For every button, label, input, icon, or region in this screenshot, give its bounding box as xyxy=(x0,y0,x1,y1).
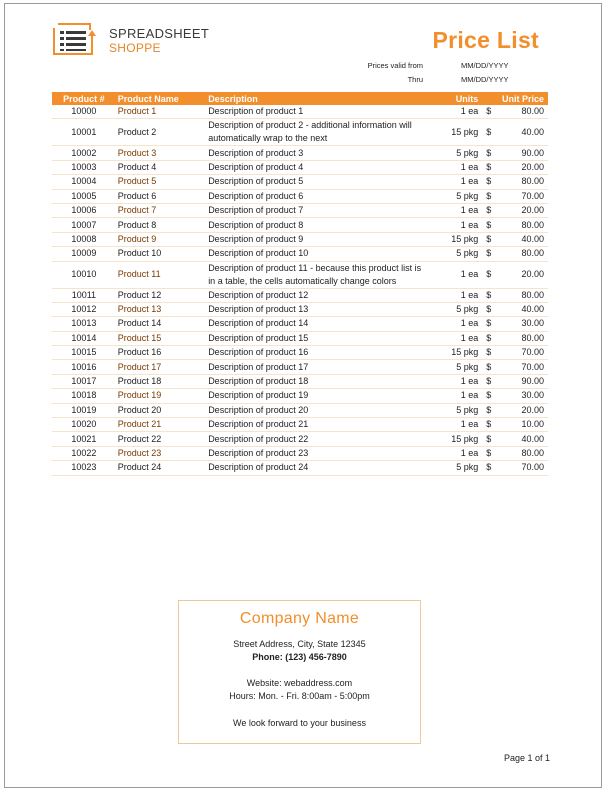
table-header-row xyxy=(52,92,548,105)
table-row xyxy=(52,461,548,475)
table-row xyxy=(52,175,548,189)
cell-unit-price[interactable]: 80.00 xyxy=(502,288,548,302)
cell-description[interactable]: Description of product 11 - because this product list is in a table, the cells automatically change colors xyxy=(206,261,424,288)
cell-product-number[interactable]: 10002 xyxy=(52,146,116,160)
cell-description[interactable]: Description of product 10 xyxy=(206,247,424,261)
cell-product-name[interactable]: Product 20 xyxy=(116,403,206,417)
cell-units[interactable]: 15 pkg xyxy=(425,119,485,146)
cell-unit-price[interactable]: 80.00 xyxy=(502,218,548,232)
cell-product-number[interactable]: 10009 xyxy=(52,247,116,261)
cell-product-number[interactable]: 10019 xyxy=(52,403,116,417)
cell-currency[interactable]: $ xyxy=(484,389,502,403)
cell-unit-price[interactable]: 90.00 xyxy=(502,374,548,388)
company-website: Website: webaddress.com xyxy=(246,678,353,688)
cell-description[interactable]: Description of product 7 xyxy=(206,203,424,217)
cell-units[interactable]: 5 pkg xyxy=(425,461,485,475)
cell-unit-price[interactable]: 80.00 xyxy=(502,331,548,345)
cell-units[interactable]: 5 pkg xyxy=(425,302,485,316)
cell-description[interactable]: Description of product 22 xyxy=(206,432,424,446)
cell-description[interactable]: Description of product 9 xyxy=(206,232,424,246)
cell-units[interactable]: 1 ea xyxy=(425,105,485,119)
cell-product-name[interactable]: Product 17 xyxy=(116,360,206,374)
cell-currency[interactable]: $ xyxy=(484,247,502,261)
table-row xyxy=(52,403,548,417)
cell-currency[interactable]: $ xyxy=(484,360,502,374)
cell-description[interactable]: Description of product 5 xyxy=(206,175,424,189)
cell-description[interactable]: Description of product 23 xyxy=(206,446,424,460)
valid-thru-label: Thru xyxy=(407,75,423,84)
cell-description[interactable]: Description of product 18 xyxy=(206,374,424,388)
cell-units[interactable]: 1 ea xyxy=(425,160,485,174)
cell-product-number[interactable]: 10018 xyxy=(52,389,116,403)
cell-description[interactable]: Description of product 17 xyxy=(206,360,424,374)
cell-product-name[interactable]: Product 14 xyxy=(116,317,206,331)
cell-description[interactable]: Description of product 12 xyxy=(206,288,424,302)
cell-units[interactable]: 1 ea xyxy=(425,203,485,217)
cell-product-name[interactable]: Product 10 xyxy=(116,247,206,261)
cell-currency[interactable]: $ xyxy=(484,403,502,417)
table-row xyxy=(52,389,548,403)
cell-description[interactable]: Description of product 6 xyxy=(206,189,424,203)
cell-product-name[interactable]: Product 9 xyxy=(116,232,206,246)
cell-product-name[interactable]: Product 16 xyxy=(116,346,206,360)
table-row xyxy=(52,146,548,160)
cell-units[interactable]: 5 pkg xyxy=(425,146,485,160)
cell-description[interactable]: Description of product 13 xyxy=(206,302,424,316)
cell-unit-price[interactable]: 20.00 xyxy=(502,403,548,417)
cell-unit-price[interactable]: 80.00 xyxy=(502,446,548,460)
cell-product-number[interactable]: 10005 xyxy=(52,189,116,203)
cell-unit-price[interactable]: 80.00 xyxy=(502,175,548,189)
cell-description[interactable]: Description of product 8 xyxy=(206,218,424,232)
header-product-name: Product Name xyxy=(116,92,206,105)
header-units: Units xyxy=(425,92,485,105)
logo xyxy=(52,22,212,58)
company-phone: Phone: (123) 456-7890 xyxy=(252,652,347,662)
cell-currency[interactable]: $ xyxy=(484,317,502,331)
cell-product-name[interactable]: Product 19 xyxy=(116,389,206,403)
cell-currency[interactable]: $ xyxy=(484,203,502,217)
cell-product-number[interactable]: 10012 xyxy=(52,302,116,316)
cell-product-number[interactable]: 10000 xyxy=(52,105,116,119)
cell-currency[interactable]: $ xyxy=(484,189,502,203)
cell-unit-price[interactable]: 20.00 xyxy=(502,160,548,174)
cell-description[interactable]: Description of product 24 xyxy=(206,461,424,475)
company-info-box xyxy=(178,600,421,744)
cell-currency[interactable]: $ xyxy=(484,461,502,475)
cell-description[interactable]: Description of product 15 xyxy=(206,331,424,345)
cell-product-name[interactable]: Product 11 xyxy=(116,261,206,288)
cell-description[interactable]: Description of product 4 xyxy=(206,160,424,174)
cell-unit-price[interactable]: 90.00 xyxy=(502,146,548,160)
cell-currency[interactable]: $ xyxy=(484,346,502,360)
table-row xyxy=(52,446,548,460)
cell-unit-price[interactable]: 40.00 xyxy=(502,119,548,146)
cell-unit-price[interactable]: 20.00 xyxy=(502,203,548,217)
cell-product-number[interactable]: 10017 xyxy=(52,374,116,388)
cell-currency[interactable]: $ xyxy=(484,119,502,146)
cell-units[interactable]: 1 ea xyxy=(425,446,485,460)
cell-units[interactable]: 1 ea xyxy=(425,288,485,302)
cell-units[interactable]: 1 ea xyxy=(425,418,485,432)
cell-units[interactable]: 15 pkg xyxy=(425,232,485,246)
table-row xyxy=(52,346,548,360)
cell-product-number[interactable]: 10008 xyxy=(52,232,116,246)
cell-product-name[interactable]: Product 15 xyxy=(116,331,206,345)
table-row xyxy=(52,189,548,203)
header-product-number: Product # xyxy=(52,92,116,105)
cell-description[interactable]: Description of product 14 xyxy=(206,317,424,331)
valid-thru-value[interactable]: MM/DD/YYYY xyxy=(461,75,509,84)
cell-product-name[interactable]: Product 13 xyxy=(116,302,206,316)
page-number: Page 1 of 1 xyxy=(504,753,551,763)
cell-units[interactable]: 1 ea xyxy=(425,389,485,403)
cell-units[interactable]: 1 ea xyxy=(425,261,485,288)
cell-description[interactable]: Description of product 16 xyxy=(206,346,424,360)
cell-product-name[interactable]: Product 4 xyxy=(116,160,206,174)
cell-description[interactable]: Description of product 20 xyxy=(206,403,424,417)
logo-text-line2: SHOPPE xyxy=(109,41,161,55)
cell-product-number[interactable]: 10021 xyxy=(52,432,116,446)
cell-product-name[interactable]: Product 8 xyxy=(116,218,206,232)
company-message: We look forward to your business xyxy=(233,718,366,728)
cell-description[interactable]: Description of product 21 xyxy=(206,418,424,432)
cell-product-number[interactable]: 10014 xyxy=(52,331,116,345)
table-row xyxy=(52,374,548,388)
cell-product-name[interactable]: Product 1 xyxy=(116,105,206,119)
valid-from-value[interactable]: MM/DD/YYYY xyxy=(461,61,509,70)
cell-currency[interactable]: $ xyxy=(484,160,502,174)
cell-product-number[interactable]: 10013 xyxy=(52,317,116,331)
cell-description[interactable]: Description of product 1 xyxy=(206,105,424,119)
cell-currency[interactable]: $ xyxy=(484,374,502,388)
cell-units[interactable]: 1 ea xyxy=(425,175,485,189)
cell-unit-price[interactable]: 40.00 xyxy=(502,302,548,316)
header-description: Description xyxy=(206,92,424,105)
price-table xyxy=(52,92,548,476)
cell-units[interactable]: 1 ea xyxy=(425,374,485,388)
cell-product-name[interactable]: Product 12 xyxy=(116,288,206,302)
table-row xyxy=(52,232,548,246)
cell-product-number[interactable]: 10016 xyxy=(52,360,116,374)
cell-product-name[interactable]: Product 7 xyxy=(116,203,206,217)
cell-unit-price[interactable]: 70.00 xyxy=(502,346,548,360)
table-row xyxy=(52,247,548,261)
table-row xyxy=(52,331,548,345)
page-title: Price List xyxy=(432,27,539,53)
cell-currency[interactable]: $ xyxy=(484,146,502,160)
table-body xyxy=(52,105,548,475)
cell-currency[interactable]: $ xyxy=(484,218,502,232)
cell-unit-price[interactable]: 40.00 xyxy=(502,432,548,446)
table-row xyxy=(52,160,548,174)
table-row xyxy=(52,360,548,374)
cell-currency[interactable]: $ xyxy=(484,302,502,316)
cell-product-name[interactable]: Product 2 xyxy=(116,119,206,146)
cell-units[interactable]: 1 ea xyxy=(425,331,485,345)
cell-product-name[interactable]: Product 23 xyxy=(116,446,206,460)
cell-currency[interactable]: $ xyxy=(484,418,502,432)
cell-product-number[interactable]: 10003 xyxy=(52,160,116,174)
cell-unit-price[interactable]: 70.00 xyxy=(502,461,548,475)
table-row xyxy=(52,432,548,446)
cell-unit-price[interactable]: 10.00 xyxy=(502,418,548,432)
cell-unit-price[interactable]: 20.00 xyxy=(502,261,548,288)
logo-text-line1: SPREADSHEET xyxy=(109,26,210,41)
cell-product-number[interactable]: 10007 xyxy=(52,218,116,232)
cell-currency[interactable]: $ xyxy=(484,432,502,446)
table-row xyxy=(52,261,548,288)
cell-currency[interactable]: $ xyxy=(484,446,502,460)
cell-description[interactable]: Description of product 2 - additional information will automatically wrap to the next xyxy=(206,119,424,146)
table-row xyxy=(52,302,548,316)
cell-product-number[interactable]: 10001 xyxy=(52,119,116,146)
cell-unit-price[interactable]: 80.00 xyxy=(502,105,548,119)
cell-product-name[interactable]: Product 21 xyxy=(116,418,206,432)
table-row xyxy=(52,218,548,232)
table-row xyxy=(52,288,548,302)
company-name: Company Name xyxy=(239,610,360,627)
company-address: Street Address, City, State 12345 xyxy=(233,639,366,649)
cell-currency[interactable]: $ xyxy=(484,105,502,119)
cell-product-number[interactable]: 10015 xyxy=(52,346,116,360)
company-hours: Hours: Mon. - Fri. 8:00am - 5:00pm xyxy=(229,691,370,701)
cell-units[interactable]: 5 pkg xyxy=(425,189,485,203)
cell-description[interactable]: Description of product 19 xyxy=(206,389,424,403)
header-unit-price: Unit Price xyxy=(484,92,548,105)
cell-currency[interactable]: $ xyxy=(484,331,502,345)
cell-unit-price[interactable]: 70.00 xyxy=(502,360,548,374)
cell-units[interactable]: 5 pkg xyxy=(425,360,485,374)
cell-product-number[interactable]: 10006 xyxy=(52,203,116,217)
cell-description[interactable]: Description of product 3 xyxy=(206,146,424,160)
cell-units[interactable]: 15 pkg xyxy=(425,432,485,446)
cell-product-number[interactable]: 10010 xyxy=(52,261,116,288)
cell-units[interactable]: 5 pkg xyxy=(425,403,485,417)
cell-product-name[interactable]: Product 6 xyxy=(116,189,206,203)
cell-unit-price[interactable]: 70.00 xyxy=(502,189,548,203)
cell-units[interactable]: 1 ea xyxy=(425,218,485,232)
table-row xyxy=(52,418,548,432)
cell-product-number[interactable]: 10011 xyxy=(52,288,116,302)
valid-from-label: Prices valid from xyxy=(367,61,423,70)
cell-product-name[interactable]: Product 22 xyxy=(116,432,206,446)
cell-currency[interactable]: $ xyxy=(484,261,502,288)
cell-currency[interactable]: $ xyxy=(484,232,502,246)
cell-product-name[interactable]: Product 24 xyxy=(116,461,206,475)
cell-product-number[interactable]: 10022 xyxy=(52,446,116,460)
table-row xyxy=(52,203,548,217)
cell-unit-price[interactable]: 40.00 xyxy=(502,232,548,246)
cell-currency[interactable]: $ xyxy=(484,288,502,302)
cell-product-number[interactable]: 10023 xyxy=(52,461,116,475)
table-row xyxy=(52,119,548,146)
cell-units[interactable]: 5 pkg xyxy=(425,247,485,261)
cell-product-name[interactable]: Product 3 xyxy=(116,146,206,160)
table-row xyxy=(52,317,548,331)
cell-unit-price[interactable]: 30.00 xyxy=(502,317,548,331)
spreadsheet-logo-icon xyxy=(52,22,98,56)
cell-unit-price[interactable]: 30.00 xyxy=(502,389,548,403)
cell-units[interactable]: 1 ea xyxy=(425,317,485,331)
table-row xyxy=(52,105,548,119)
cell-product-number[interactable]: 10020 xyxy=(52,418,116,432)
cell-product-number[interactable]: 10004 xyxy=(52,175,116,189)
cell-currency[interactable]: $ xyxy=(484,175,502,189)
cell-product-name[interactable]: Product 18 xyxy=(116,374,206,388)
cell-unit-price[interactable]: 80.00 xyxy=(502,247,548,261)
cell-units[interactable]: 15 pkg xyxy=(425,346,485,360)
cell-product-name[interactable]: Product 5 xyxy=(116,175,206,189)
